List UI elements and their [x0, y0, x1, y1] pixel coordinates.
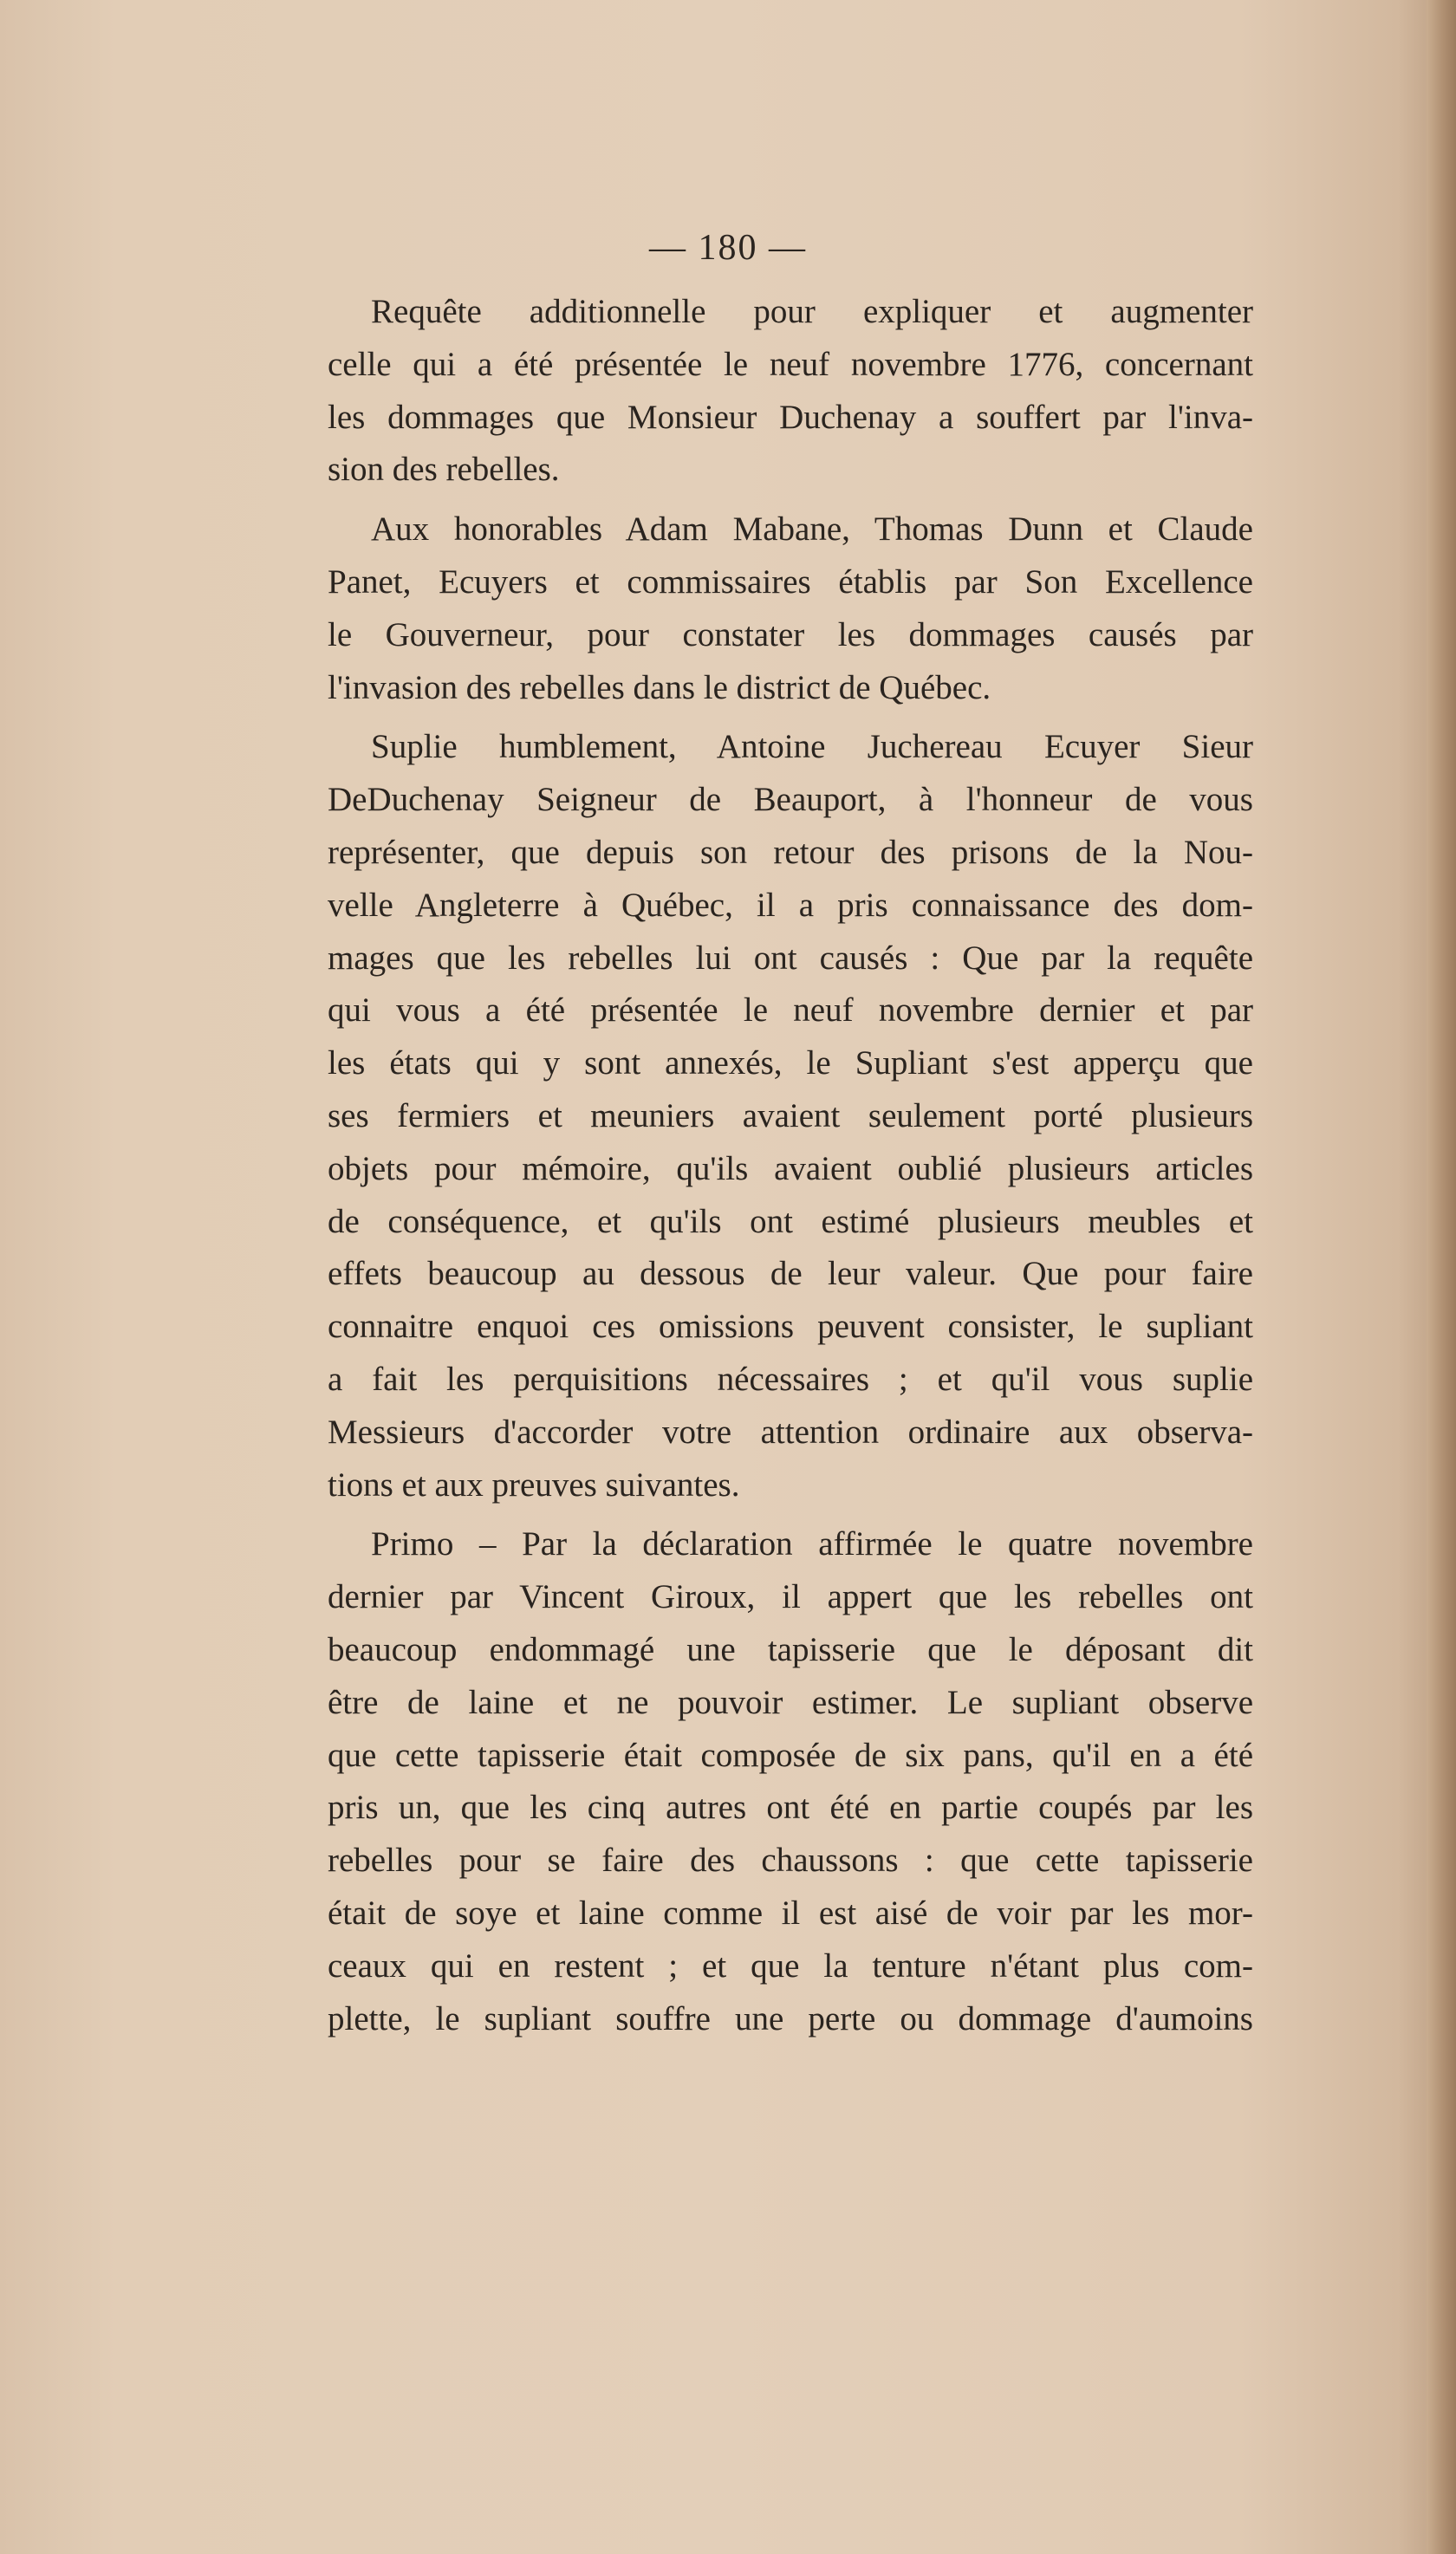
- text-line: ses fermiers et meuniers avaient seulement porté plusieurs: [328, 1096, 1253, 1134]
- text-line: qui vous a été présentée le neuf novembre dernier et par: [328, 991, 1253, 1030]
- text-line: représenter, que depuis son retour des prisons de la Nou-: [328, 833, 1253, 871]
- text-line: Suplie humblement, Antoine Juchereau Ecuyer Sieur: [371, 728, 1253, 766]
- text-line: les états qui y sont annexés, le Supliant s'est apperçu que: [328, 1044, 1253, 1082]
- text-line: effets beaucoup au dessous de leur valeur. Que pour faire: [328, 1255, 1253, 1293]
- text-line: dernier par Vincent Giroux, il appert que les rebelles ont: [328, 1578, 1253, 1616]
- paragraph: [328, 721, 1253, 1511]
- text-line: le Gouverneur, pour constater les dommages causés par: [328, 615, 1253, 653]
- text-line: ceaux qui en restent ; et que la tenture n'étant plus com-: [328, 1946, 1253, 1985]
- text-line: Requête additionnelle pour expliquer et augmenter: [371, 293, 1253, 330]
- text-line: objets pour mémoire, qu'ils avaient oublié plusieurs articles: [328, 1149, 1253, 1187]
- text-line: Panet, Ecuyers et commissaires établis par Son Excellence: [328, 562, 1253, 601]
- text-line: Primo – Par la déclaration affirmée le quatre novembre: [371, 1525, 1253, 1563]
- text-line: sion des rebelles.: [328, 451, 560, 489]
- page-edge-shadow: [1427, 0, 1456, 2554]
- text-line: rebelles pour se faire des chaussons : que cette tapisserie: [328, 1842, 1253, 1880]
- text-line: velle Angleterre à Québec, il a pris connaissance des dom-: [328, 886, 1253, 924]
- body-text: [328, 286, 1253, 2045]
- text-line: pris un, que les cinq autres ont été en partie coupés par les: [328, 1789, 1253, 1827]
- text-line: tions et aux preuves suivantes.: [328, 1465, 740, 1504]
- paragraph: [328, 286, 1253, 497]
- text-line: que cette tapisserie était composée de six pans, qu'il en a été: [328, 1736, 1253, 1774]
- text-line: connaitre enquoi ces omissions peuvent consister, le supliant: [328, 1308, 1253, 1346]
- text-line: Messieurs d'accorder votre attention ordinaire aux observa-: [328, 1413, 1253, 1451]
- text-line: celle qui a été présentée le neuf novembre 1776, concernant: [328, 345, 1253, 383]
- text-line: Aux honorables Adam Mabane, Thomas Dunn et Claude: [371, 510, 1253, 549]
- text-line: a fait les perquisitions nécessaires ; et qu'il vous suplie: [328, 1360, 1253, 1398]
- text-line: beaucoup endommagé une tapisserie que le déposant dit: [328, 1630, 1253, 1668]
- text-line: être de laine et ne pouvoir estimer. Le supliant observe: [328, 1683, 1253, 1721]
- page-number: — 180 —: [649, 228, 807, 268]
- text-line: DeDuchenay Seigneur de Beauport, à l'honneur de vous: [328, 781, 1253, 819]
- text-line: les dommages que Monsieur Duchenay a souffert par l'inva-: [328, 398, 1253, 436]
- text-line: mages que les rebelles lui ont causés : Que par la requête: [328, 939, 1253, 977]
- paragraph: [328, 1518, 1253, 2045]
- paragraph: [328, 504, 1253, 714]
- text-line: plette, le supliant souffre une perte ou dommage d'aumoins: [328, 1999, 1253, 2037]
- text-line: l'invasion des rebelles dans le district de Québec.: [328, 668, 991, 706]
- text-line: était de soye et laine comme il est aisé de voir par les mor-: [328, 1894, 1253, 1932]
- text-line: de conséquence, et qu'ils ont estimé plusieurs meubles et: [328, 1202, 1253, 1240]
